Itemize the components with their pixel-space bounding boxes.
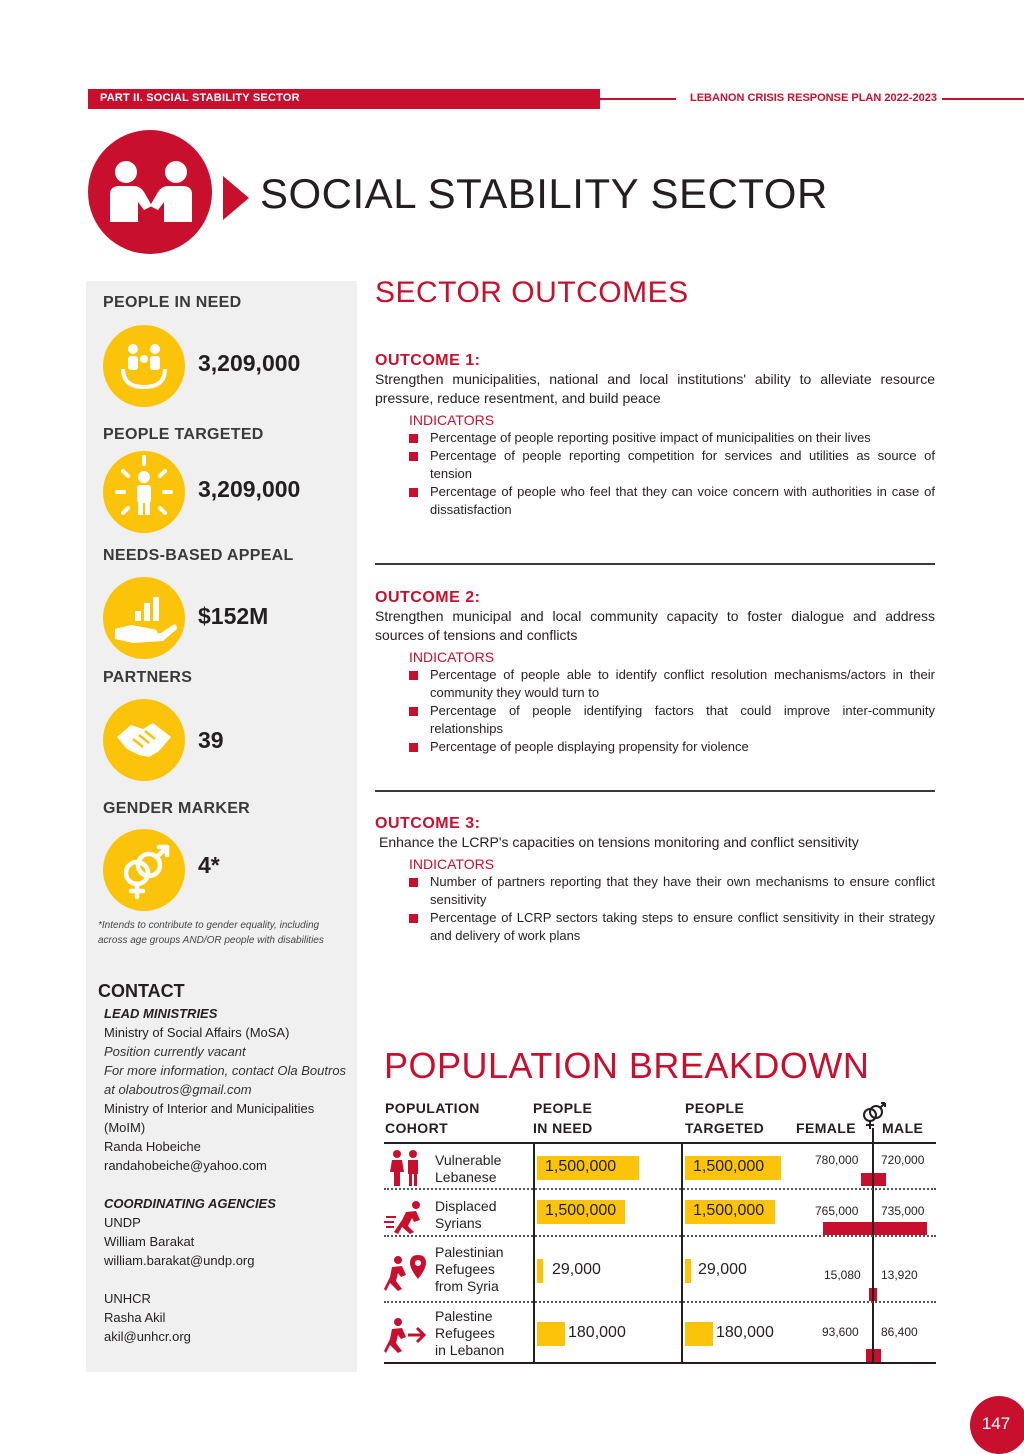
indicator-item: Percentage of people displaying propensity for violence (409, 738, 935, 756)
male-bar (874, 1288, 877, 1301)
outcome-1 (375, 352, 935, 519)
in-need-bar (537, 1259, 543, 1283)
header-cohort: POPULATION COHORT (385, 1100, 480, 1136)
in-need-value: 1,500,000 (545, 1202, 617, 1219)
row-divider (384, 1188, 936, 1190)
contact-heading: CONTACT (98, 981, 185, 1001)
person-location-icon (384, 1253, 428, 1293)
column-divider (533, 1143, 535, 1363)
indicator-item: Percentage of people identifying factors that could improve inter-community relationships (409, 702, 935, 738)
outcome-3 (375, 815, 935, 945)
cohort-name: Palestine Refugees in Lebanon (435, 1308, 505, 1358)
in-need-value: 1,500,000 (545, 1158, 617, 1175)
gender-axis (872, 1128, 874, 1363)
population-breakdown-title: POPULATION BREAKDOWN (384, 1045, 870, 1086)
sector-outcomes-title: SECTOR OUTCOMES (375, 276, 689, 309)
stat-label-partners: PARTNERS (103, 669, 193, 686)
in-need-value: 180,000 (568, 1324, 626, 1341)
contact-line: For more information, contact Ola Boutros at olaboutros@gmail.com (104, 1063, 347, 1097)
female-value: 780,000 (815, 1153, 859, 1167)
contact-line: William Barakat (104, 1234, 195, 1249)
male-value: 13,920 (881, 1268, 918, 1282)
outcome-divider (375, 563, 935, 565)
contact-line: UNDP (104, 1215, 141, 1230)
page-number: 147 (970, 1396, 1024, 1454)
handshake-icon (103, 699, 185, 781)
male-bar (874, 1173, 886, 1186)
header-female: FEMALE (796, 1120, 856, 1136)
indicator-item: Percentage of people able to identify conflict resolution mechanisms/actors in their community they would turn to (409, 666, 935, 702)
stat-value-people-in-need: 3,209,000 (198, 350, 301, 376)
indicator-item: Percentage of people who feel that they can voice concern with authorities in case of dissatisfaction (409, 483, 935, 519)
contact-line: Ministry of Social Affairs (MoSA) (104, 1025, 290, 1040)
running-person-icon (384, 1198, 428, 1238)
header-rule (600, 98, 676, 100)
handshake-people-icon (88, 130, 212, 254)
header-rule-right (942, 98, 1024, 100)
cohort-name: Displaced Syrians (435, 1198, 497, 1231)
lead-ministries-heading: LEAD MINISTRIES (104, 1006, 218, 1021)
targeted-value: 1,500,000 (693, 1202, 765, 1219)
female-bar (823, 1222, 872, 1235)
female-bar (869, 1288, 872, 1301)
male-bar (874, 1349, 881, 1362)
contact-line: UNHCR (104, 1291, 151, 1306)
male-value: 720,000 (881, 1153, 925, 1167)
targeted-value: 29,000 (698, 1261, 747, 1278)
female-value: 93,600 (822, 1325, 859, 1339)
column-divider (681, 1143, 683, 1363)
stat-value-gender-marker: 4* (198, 852, 220, 878)
contact-line: Position currently vacant (104, 1044, 246, 1059)
in-need-bar (537, 1322, 565, 1346)
contact-email[interactable]: akil@unhcr.org (104, 1329, 191, 1344)
contact-email[interactable]: william.barakat@undp.org (104, 1253, 255, 1268)
targeted-value: 180,000 (716, 1324, 774, 1341)
outcome-label: OUTCOME 1: (375, 352, 481, 369)
stat-label-people-in-need: PEOPLE IN NEED (103, 294, 242, 311)
stat-label-people-targeted: PEOPLE TARGETED (103, 426, 264, 443)
stat-value-partners: 39 (198, 727, 224, 753)
male-value: 86,400 (881, 1325, 918, 1339)
person-target-icon (103, 451, 185, 533)
stat-label-appeal: NEEDS-BASED APPEAL (103, 547, 294, 564)
indicator-item: Percentage of LCRP sectors taking steps to ensure conflict sensitivity in their strategy and delivery of work plans (409, 909, 935, 945)
header-section: PART II. SOCIAL STABILITY SECTOR (100, 92, 300, 104)
male-value: 735,000 (881, 1204, 925, 1218)
header-targeted: PEOPLE TARGETED (685, 1100, 765, 1136)
outcome-divider (375, 790, 935, 792)
male-bar (874, 1222, 927, 1235)
title-arrow-icon (223, 176, 249, 220)
two-people-icon (384, 1148, 428, 1188)
table-header-rule (384, 1142, 936, 1144)
indicator-item: Percentage of people reporting competition for services and utilities as source of tension (409, 447, 935, 483)
table-bottom-rule (384, 1362, 936, 1364)
row-divider (384, 1301, 936, 1303)
header-male: MALE (882, 1120, 924, 1136)
outcome-label: OUTCOME 2: (375, 589, 481, 606)
outcome-text: Enhance the LCRP's capacities on tensions monitoring and conflict sensitivity (379, 834, 859, 850)
stat-label-gender-marker: GENDER MARKER (103, 800, 251, 817)
indicator-item: Number of partners reporting that they have their own mechanisms to ensure conflict sensitivity (409, 873, 935, 909)
gender-icon (103, 829, 185, 911)
female-value: 15,080 (824, 1268, 861, 1282)
indicators-heading: INDICATORS (409, 412, 495, 428)
contact-block (104, 1004, 354, 1346)
person-arrow-icon (384, 1315, 428, 1355)
row-divider (384, 1235, 936, 1237)
targeted-bar (685, 1322, 713, 1346)
header-plan: LEBANON CRISIS RESPONSE PLAN 2022-2023 (690, 92, 937, 104)
female-bar (866, 1349, 872, 1362)
contact-email[interactable]: randahobeiche@yahoo.com (104, 1158, 267, 1173)
targeted-bar (685, 1259, 691, 1283)
female-value: 765,000 (815, 1204, 859, 1218)
gender-marker-note: *Intends to contribute to gender equality, including across age groups AND/OR people with disabilities (98, 920, 324, 946)
indicators-heading: INDICATORS (409, 649, 495, 665)
cohort-name: Vulnerable Lebanese (435, 1152, 502, 1185)
indicators-heading: INDICATORS (409, 856, 495, 872)
contact-line: Rasha Akil (104, 1310, 166, 1325)
targeted-value: 1,500,000 (693, 1158, 765, 1175)
stat-value-appeal: $152M (198, 603, 269, 629)
outcome-text: Strengthen municipal and local community capacity to foster dialogue and address sources of tensions and conflicts (375, 608, 935, 643)
cohort-name: Palestinian Refugees from Syria (435, 1244, 504, 1294)
outcome-text: Strengthen municipalities, national and local institutions' ability to alleviate resource pressure, reduce resentment, and build peace (375, 371, 935, 406)
stat-value-people-targeted: 3,209,000 (198, 476, 301, 502)
family-hands-icon (103, 325, 185, 407)
hand-chart-icon (103, 577, 185, 659)
in-need-value: 29,000 (552, 1261, 601, 1278)
outcome-2 (375, 589, 935, 756)
contact-line: Ministry of Interior and Municipalities (MoIM) (104, 1101, 315, 1135)
indicator-item: Percentage of people reporting positive impact of municipalities on their lives (409, 429, 935, 447)
contact-line: Randa Hobeiche (104, 1139, 201, 1154)
outcome-label: OUTCOME 3: (375, 815, 481, 832)
page-title: SOCIAL STABILITY SECTOR (260, 170, 828, 217)
coordinating-agencies-heading: COORDINATING AGENCIES (104, 1196, 276, 1211)
female-bar (861, 1173, 872, 1186)
header-in-need: PEOPLE IN NEED (533, 1100, 593, 1136)
